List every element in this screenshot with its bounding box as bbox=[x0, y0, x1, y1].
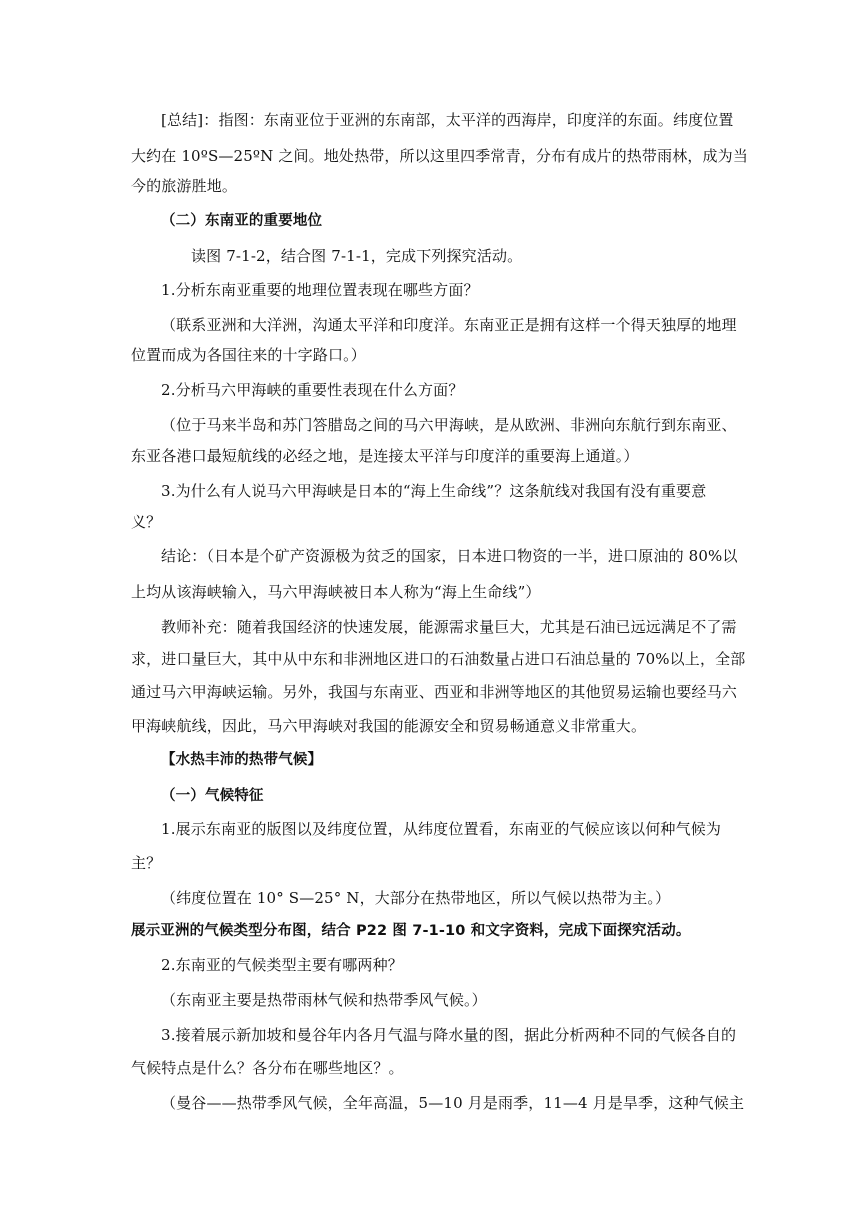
climate-question-2: 2.东南亚的气候类型主要有哪两种？ bbox=[161, 956, 403, 974]
summary-line-3: 今的旅游胜地。 bbox=[131, 177, 238, 195]
question-1: 1.分析东南亚重要的地理位置表现在哪些方面？ bbox=[161, 281, 479, 299]
climate-question-1-line-1: 1.展示东南亚的版图以及纬度位置，从纬度位置看，东南亚的气候应该以何种气候为 bbox=[161, 820, 722, 838]
question-2: 2.分析马六甲海峡的重要性表现在什么方面？ bbox=[161, 381, 464, 399]
climate-answer-1: （纬度位置在 10° S—25° N，大部分在热带地区，所以气候以热带为主。） bbox=[161, 889, 671, 907]
teacher-note-line-3: 通过马六甲海峡运输。另外，我国与东南亚、西亚和非洲等地区的其他贸易运输也要经马六 bbox=[131, 683, 738, 701]
section-heading-importance: （二）东南亚的重要地位 bbox=[161, 213, 323, 229]
climate-activity-instruction: 展示亚洲的气候类型分布图，结合 P22 图 7-1-10 和文字资料，完成下面探究活动。 bbox=[131, 923, 691, 939]
teacher-note-line-2: 求，进口量巨大，其中从中东和非洲地区进口的石油数量占进口石油总量的 70%以上，全部 bbox=[131, 650, 746, 668]
climate-question-3-line-1: 3.接着展示新加坡和曼谷年内各月气温与降水量的图，据此分析两种不同的气候各自的 bbox=[161, 1026, 737, 1044]
climate-answer-3-line-1: （曼谷——热带季风气候，全年高温，5—10 月是雨季，11—4 月是旱季，这种气候主 bbox=[161, 1094, 745, 1112]
summary-line-1: [总结]：指图：东南亚位于亚洲的东南部，太平洋的西海岸，印度洋的东面。纬度位置 bbox=[161, 111, 734, 129]
climate-question-3-line-2: 气候特点是什么？各分布在哪些地区？。 bbox=[131, 1059, 404, 1077]
climate-question-1-line-2: 主？ bbox=[131, 854, 162, 872]
summary-line-2: 大约在 10ºS—25ºN 之间。地处热带，所以这里四季常青，分布有成片的热带雨林，成为当 bbox=[131, 147, 748, 165]
section-heading-climate: 【水热丰沛的热带气候】 bbox=[161, 752, 323, 768]
question-3-line-1: 3.为什么有人说马六甲海峡是日本的“海上生命线”？这条航线对我国有没有重要意 bbox=[161, 482, 707, 500]
teacher-note-line-1: 教师补充：随着我国经济的快速发展，能源需求量巨大，尤其是石油已远远满足不了需 bbox=[161, 618, 737, 636]
climate-answer-2: （东南亚主要是热带雨林气候和热带季风气候。） bbox=[161, 991, 487, 1009]
conclusion-line-2: 上均从该海峡输入，马六甲海峡被日本人称为“海上生命线”） bbox=[131, 583, 541, 601]
teacher-note-line-4: 甲海峡航线，因此，马六甲海峡对我国的能源安全和贸易畅通意义非常重大。 bbox=[131, 717, 647, 735]
question-3-line-2: 义？ bbox=[131, 513, 162, 531]
answer-2-line-2: 东亚各港口最短航线的必经之地，是连接太平洋与印度洋的重要海上通道。） bbox=[131, 447, 639, 465]
answer-1-line-2: 位置而成为各国往来的十字路口。） bbox=[131, 346, 366, 364]
answer-1-line-1: （联系亚洲和大洋洲，沟通太平洋和印度洋。东南亚正是拥有这样一个得天独厚的地理 bbox=[161, 316, 737, 334]
answer-2-line-1: （位于马来半岛和苏门答腊岛之间的马六甲海峡，是从欧洲、非洲向东航行到东南亚、 bbox=[161, 416, 737, 434]
conclusion-line-1: 结论：（日本是个矿产资源极为贫乏的国家，日本进口物资的一半，进口原油的 80%以 bbox=[161, 547, 738, 565]
subsection-heading-features: （一）气候特征 bbox=[161, 788, 264, 804]
activity-instruction: 读图 7-1-2，结合图 7-1-1，完成下列探究活动。 bbox=[191, 247, 523, 265]
